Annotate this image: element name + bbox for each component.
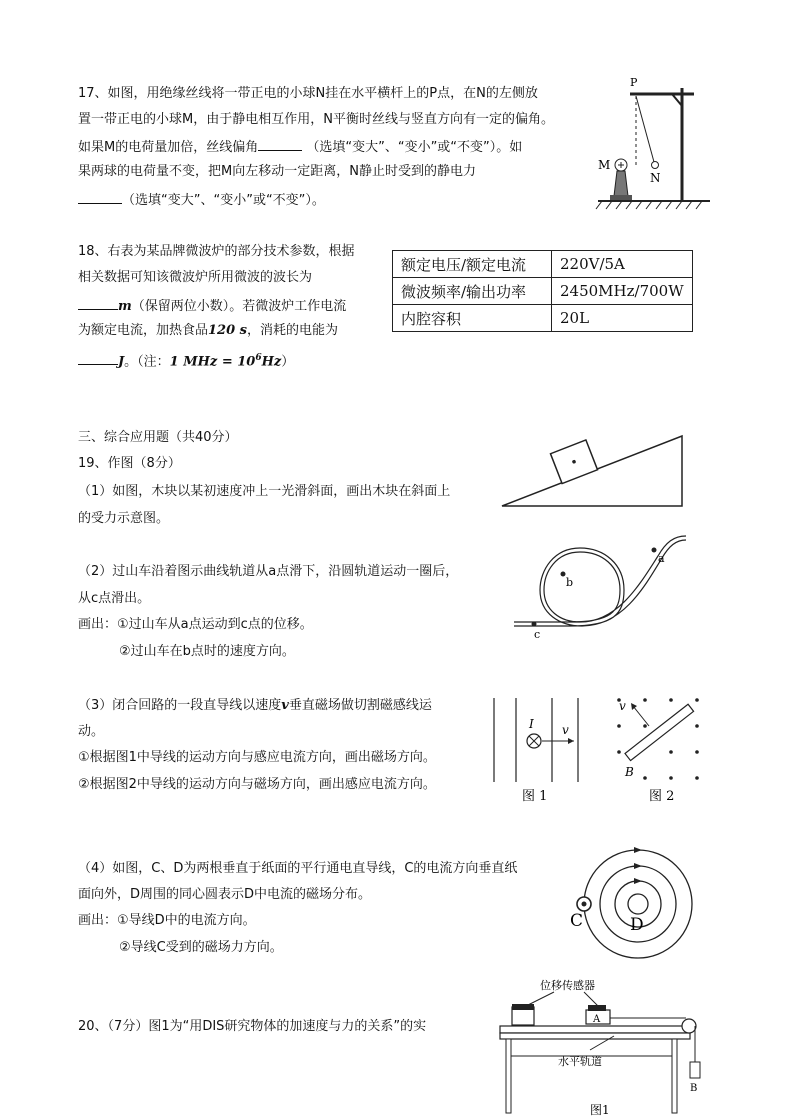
q19-p1-line1: （1）如图，木块以某初速度冲上一光滑斜面，画出木块在斜面上 (78, 484, 451, 499)
q19-fig-label-c: c (534, 628, 541, 640)
q19-p3-line3: ①根据图1中导线的运动方向与感应电流方向，画出磁场方向。 (78, 750, 436, 765)
q19-p2-line3: 画出：①过山车从a点运动到c点的位移。 (78, 617, 313, 632)
q17-fig-label-p: P (630, 76, 638, 89)
q17-line3-text-a: 如果M的电荷量加倍，丝线偏角 (78, 140, 259, 155)
q19-p4-line2: 面向外，D周围的同心圆表示D中电流的磁场分布。 (78, 887, 372, 902)
table-row (393, 305, 693, 332)
q19-p3-line1-text-a: （3）闭合回路的一段直导线以速度 (78, 698, 282, 713)
q17-line3-text-b: （选填“变大”、“变小”或“不变”）。如 (306, 140, 523, 155)
q19-p2-line1: （2）过山车沿着图示曲线轨道从a点滑下，沿圆轨道运动一圈后， (78, 564, 459, 579)
q20-dis-figure (494, 976, 714, 1119)
table-cell: 20L (552, 305, 693, 332)
q17-answer-blank-1[interactable] (258, 138, 302, 151)
q19-p2-line4: ②过山车在b点时的速度方向。 (119, 644, 295, 659)
table-cell: 220V/5A (552, 251, 693, 278)
q18-note-exp: 6 (255, 353, 262, 363)
q17-line2: 置一带正电的小球M，由于静电相互作用，N平衡时丝线与竖直方向有一定的偏角。 (78, 112, 554, 127)
q20-fig-caption: 图1 (590, 1103, 610, 1117)
q17-line5 (78, 191, 325, 209)
q20-fig-label-track: 水平轨道 (558, 1055, 602, 1068)
q18-line4-text-a: 为额定电流，加热食品 (78, 323, 209, 338)
q18-line4-text-b: ，消耗的电能为 (247, 323, 339, 338)
q19-fig2-caption: 图 2 (649, 789, 675, 804)
q17-figure (590, 76, 715, 211)
q18-line3-text: （保留两位小数）。若微波炉工作电流 (131, 299, 347, 314)
table-row (393, 278, 693, 305)
q19-p4-line3: 画出：①导线D中的电流方向。 (78, 913, 256, 928)
q19-fig2-label-b: B (625, 765, 634, 779)
q19-concentric-figure (568, 842, 698, 968)
q19-fig-label-b: b (566, 576, 574, 589)
table-cell: 额定电压/额定电流 (393, 251, 552, 278)
q17-line4: 果两球的电荷量不变，把M向左移动一定距离，N静止时受到的静电力 (78, 164, 476, 179)
q18-line4 (78, 323, 338, 339)
q20-fig-label-sensor: 位移传感器 (540, 979, 595, 992)
q18-unit-j: J (118, 354, 125, 370)
q18-unit-m: m (118, 299, 132, 314)
q19-incline-figure (498, 432, 690, 512)
q19-p2-line2: 从c点滑出。 (78, 591, 151, 606)
q19-fig1-caption: 图 1 (522, 789, 548, 804)
q17-fig-label-m: M (598, 158, 611, 172)
table-cell: 内腔容积 (393, 305, 552, 332)
q18-line3 (78, 297, 346, 315)
q18-note-a: 。（注： (124, 354, 170, 370)
section3-title: 三、综合应用题（共40分） (78, 430, 238, 445)
q19-p3-line2: 动。 (78, 724, 105, 739)
q19-p3-line1-text-b: 垂直磁场做切割磁感线运 (288, 698, 432, 713)
q19-fig2 (605, 694, 705, 806)
table-row (393, 251, 693, 278)
q18-line1: 18、右表为某品牌微波炉的部分技术参数，根据 (78, 244, 355, 259)
q19-p3-v: v (281, 698, 289, 713)
q17-line1: 17、如图，用绝缘丝线将一带正电的小球N挂在水平横杆上的P点，在N的左侧放 (78, 86, 538, 101)
q19-fig2-label-v: v (619, 699, 626, 713)
q18-line2: 相关数据可知该微波炉所用微波的波长为 (78, 270, 313, 285)
q18-note-d: ） (281, 354, 295, 370)
q17-answer-blank-2[interactable] (78, 191, 122, 204)
q19-p1-line2: 的受力示意图。 (78, 511, 170, 526)
q19-rollercoaster-figure (510, 528, 690, 640)
q17-line5-text: （选填“变大”、“变小”或“不变”）。 (122, 193, 325, 208)
q18-spec-table (392, 250, 693, 332)
q19-p4-line1: （4）如图，C、D为两根垂直于纸面的平行通电直导线，C的电流方向垂直纸 (78, 861, 518, 876)
q20-fig-label-a: A (593, 1014, 601, 1025)
q19-p3-line4: ②根据图2中导线的运动方向与磁场方向，画出感应电流方向。 (78, 777, 436, 792)
q19-fig-label-a: a (658, 552, 665, 565)
q19-fig-label-c: C (570, 911, 584, 931)
q19-fig1-label-v: v (562, 723, 569, 737)
q17-fig-label-n: N (650, 171, 661, 185)
q19-fig1-label-i: I (529, 717, 534, 731)
q18-time: 120 s (208, 323, 247, 338)
q19-fig-label-d: D (630, 915, 644, 935)
q20-fig-label-b: B (690, 1083, 698, 1094)
q19-p3-line1 (78, 698, 432, 714)
q18-answer-blank-2[interactable] (78, 352, 118, 365)
q19-title: 19、作图（8分） (78, 456, 181, 471)
q18-note-hz: Hz (261, 354, 282, 370)
q17-line3 (78, 138, 522, 156)
q18-note-formula: 1 MHz = 10 (169, 354, 256, 370)
table-cell: 2450MHz/700W (552, 278, 693, 305)
table-cell: 微波频率/输出功率 (393, 278, 552, 305)
q20-line1: 20、（7分）图1为“用DIS研究物体的加速度与力的关系”的实 (78, 1019, 427, 1034)
q19-p4-line4: ②导线C受到的磁场力方向。 (119, 940, 283, 955)
q19-fig1 (486, 694, 586, 806)
q18-line5 (78, 350, 294, 370)
q18-answer-blank-1[interactable] (78, 297, 118, 310)
